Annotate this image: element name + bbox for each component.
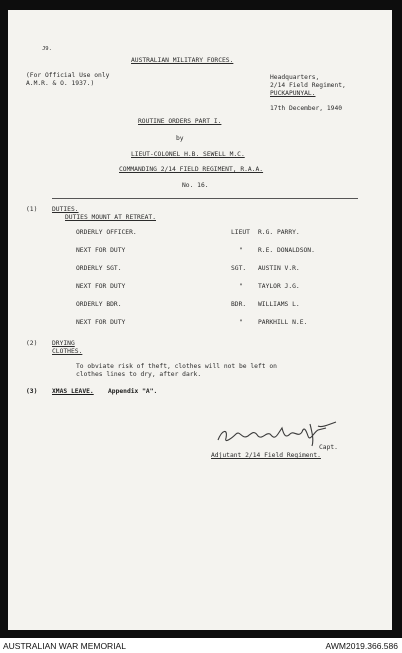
section2-number: (2)	[26, 340, 38, 347]
duty-name: WILLIAMS L.	[258, 301, 300, 308]
duty-role: NEXT FOR DUTY	[76, 247, 126, 254]
hq-line3: PUCKAPUNYAL.	[270, 90, 316, 97]
corner-mark: J9.	[42, 46, 52, 52]
archive-id: AWM2019.366.586	[325, 641, 398, 651]
duty-rank: "	[239, 319, 243, 326]
duty-role: NEXT FOR DUTY	[76, 319, 126, 326]
official-use-line2: A.M.R. & O. 1937.)	[26, 80, 95, 87]
duty-role: ORDERLY BDR.	[76, 301, 122, 308]
duty-rank: BDR.	[231, 301, 247, 308]
duty-role: ORDERLY SGT.	[76, 265, 122, 272]
section1-subtitle: DUTIES MOUNT AT RETREAT.	[65, 214, 156, 221]
section1-number: (1)	[26, 206, 38, 213]
archive-name: AUSTRALIAN WAR MEMORIAL	[3, 641, 126, 651]
duty-name: PARKHILL N.E.	[258, 319, 308, 326]
duty-name: R.G. PARRY.	[258, 229, 300, 236]
section3-number: (3)	[26, 388, 38, 395]
commanding-line: COMMANDING 2/14 FIELD REGIMENT, R.A.A.	[119, 166, 264, 173]
duty-name: AUSTIN V.R.	[258, 265, 300, 272]
by-line: by	[176, 135, 184, 142]
duty-rank: LIEUT	[231, 229, 250, 236]
document-page	[8, 10, 392, 630]
archive-footer	[0, 638, 402, 653]
section3-title: XMAS LEAVE.	[52, 388, 94, 395]
duty-role: ORDERLY OFFICER.	[76, 229, 137, 236]
section1-title: DUTIES.	[52, 206, 79, 213]
official-use-line1: (For Official Use only	[26, 72, 110, 79]
section2-body1: To obviate risk of theft, clothes will not be left on	[76, 363, 277, 370]
order-number: No. 16.	[182, 182, 209, 189]
commander-line: LIEUT-COLONEL H.B. SEWELL M.C.	[131, 151, 245, 158]
duty-role: NEXT FOR DUTY	[76, 283, 126, 290]
signature-role: Adjutant 2/14 Field Regiment.	[211, 452, 321, 459]
section3-ref: Appendix "A".	[108, 388, 158, 395]
duty-name: TAYLOR J.G.	[258, 283, 300, 290]
section2-title1: DRYING	[52, 340, 75, 347]
duty-name: R.E. DONALDSON.	[258, 247, 315, 254]
doc-date: 17th December, 1940	[270, 105, 343, 112]
duty-rank: "	[239, 247, 243, 254]
doc-heading: AUSTRALIAN MILITARY FORCES.	[131, 57, 234, 64]
signature-rank: Capt.	[319, 444, 338, 451]
duty-rank: SGT.	[231, 265, 247, 272]
hq-line2: 2/14 Field Regiment,	[270, 82, 346, 89]
section2-title2: CLOTHES.	[52, 348, 83, 355]
duty-rank: "	[239, 283, 243, 290]
section2-body2: clothes lines to dry, after dark.	[76, 371, 202, 378]
hq-line1: Headquarters,	[270, 74, 320, 81]
orders-title: ROUTINE ORDERS PART I.	[138, 118, 222, 125]
separator-rule	[52, 198, 358, 199]
